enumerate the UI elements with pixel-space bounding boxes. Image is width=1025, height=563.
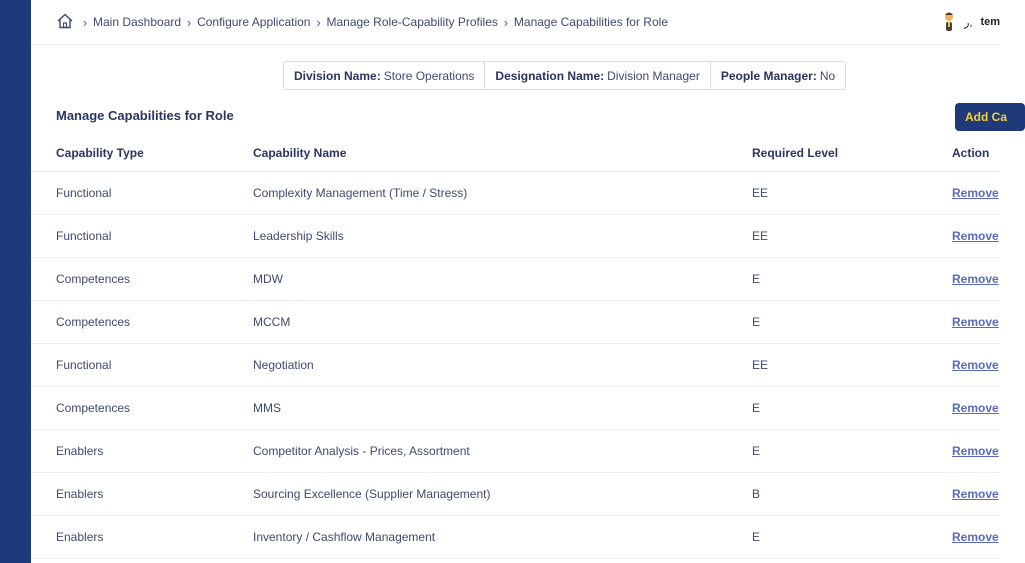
remove-link[interactable]: Remove (952, 529, 999, 544)
capability-type: Competences (56, 271, 131, 286)
people-manager-label: People Manager: (720, 68, 817, 83)
capability-name: Leadership Skills (253, 228, 344, 243)
capability-name: MDW (253, 271, 283, 286)
breadcrumb (77, 0, 668, 44)
division-value: Store Operations (383, 68, 475, 83)
capability-name: Sourcing Excellence (Supplier Management) (253, 486, 491, 501)
left-sidebar (0, 0, 31, 563)
breadcrumb-manage-role-capability-profiles[interactable]: Manage Role-Capability Profiles (326, 15, 498, 29)
remove-link[interactable]: Remove (952, 400, 999, 415)
capability-type: Enablers (56, 443, 104, 458)
table-row (31, 472, 1000, 516)
remove-link[interactable]: Remove (952, 185, 999, 200)
capability-name: MMS (253, 400, 281, 415)
remove-link[interactable]: Remove (952, 486, 999, 501)
capability-name: Competitor Analysis - Prices, Assortment (253, 443, 470, 458)
capability-type: Competences (56, 400, 131, 415)
user-menu[interactable] (942, 0, 1000, 44)
remove-link[interactable]: Remove (952, 228, 999, 243)
table-header (31, 134, 1000, 172)
required-level: E (752, 271, 761, 286)
required-level: E (752, 400, 761, 415)
chevron-right-icon: › (82, 14, 88, 30)
chevron-right-icon: › (316, 14, 321, 30)
required-level: EE (752, 228, 769, 243)
remove-link[interactable]: Remove (952, 443, 999, 458)
header-capability-name: Capability Name (253, 145, 347, 160)
table-row (31, 214, 1000, 258)
capability-type: Competences (56, 314, 131, 329)
capability-type: Functional (56, 185, 112, 200)
remove-link[interactable]: Remove (952, 314, 999, 329)
division-label: Division Name: (294, 68, 381, 83)
required-level: EE (752, 185, 769, 200)
header-capability-type: Capability Type (56, 145, 144, 160)
user-marker: ر, (964, 16, 973, 29)
capability-name: Negotiation (253, 357, 314, 372)
table-row (31, 386, 1000, 430)
designation-label: Designation Name: (495, 68, 605, 83)
capability-type: Functional (56, 357, 112, 372)
breadcrumb-configure-application[interactable]: Configure Application (197, 15, 311, 29)
capability-type: Functional (56, 228, 112, 243)
breadcrumb-main-dashboard[interactable]: Main Dashboard (93, 15, 182, 29)
chevron-right-icon: › (186, 14, 192, 30)
table-row (31, 343, 1000, 387)
breadcrumb-current-page: Manage Capabilities for Role (513, 15, 668, 29)
designation-info (484, 62, 709, 89)
capability-name: MCCM (253, 314, 291, 329)
people-manager-value: No (819, 68, 836, 83)
role-info-box (283, 61, 846, 90)
user-name: tem (980, 16, 1000, 28)
required-level: E (752, 314, 761, 329)
division-info (284, 62, 484, 89)
table-row (31, 300, 1000, 344)
capability-type: Enablers (56, 486, 104, 501)
table-row (31, 429, 1000, 473)
home-icon[interactable] (56, 12, 74, 30)
table-row (31, 515, 1000, 559)
designation-value: Division Manager (607, 68, 700, 83)
header-required-level: Required Level (752, 145, 839, 160)
capability-name: Inventory / Cashflow Management (253, 529, 436, 544)
required-level: EE (752, 357, 769, 372)
user-avatar-icon (942, 11, 956, 33)
header-action: Action (952, 145, 990, 160)
chevron-right-icon: › (503, 14, 509, 30)
required-level: E (752, 443, 761, 458)
people-manager-info (710, 62, 845, 89)
page-title: Manage Capabilities for Role (56, 108, 234, 123)
capability-type: Enablers (56, 529, 104, 544)
table-row (31, 171, 1000, 215)
required-level: B (752, 486, 761, 501)
table-row (31, 257, 1000, 301)
required-level: E (752, 529, 761, 544)
remove-link[interactable]: Remove (952, 271, 999, 286)
capability-name: Complexity Management (Time / Stress) (253, 185, 468, 200)
top-bar (31, 0, 1000, 45)
add-capability-button[interactable]: Add Ca (955, 103, 1025, 131)
remove-link[interactable]: Remove (952, 357, 999, 372)
